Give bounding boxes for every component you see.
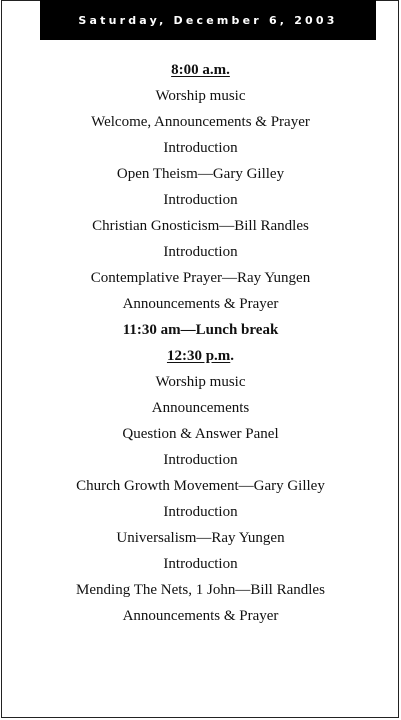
schedule-item: Mending The Nets, 1 John—Bill Randles bbox=[76, 582, 325, 598]
schedule-item: Universalism—Ray Yungen bbox=[116, 530, 285, 546]
schedule-item: Welcome, Announcements & Prayer bbox=[91, 114, 310, 130]
schedule-item: Announcements & Prayer bbox=[122, 296, 279, 312]
schedule-item: Introduction bbox=[163, 504, 238, 520]
schedule-list bbox=[0, 57, 401, 629]
schedule-item: Introduction bbox=[163, 140, 238, 156]
schedule-item: Open Theism—Gary Gilley bbox=[116, 166, 285, 182]
schedule-time-afternoon bbox=[0, 343, 401, 369]
schedule-item: Introduction bbox=[163, 244, 238, 260]
time-label-period: . bbox=[230, 348, 235, 364]
schedule-item: Christian Gnosticism—Bill Randles bbox=[92, 218, 309, 234]
schedule-lunch-break: 11:30 am—Lunch break bbox=[122, 322, 279, 338]
schedule-time-morning bbox=[0, 57, 401, 83]
schedule-item: Announcements & Prayer bbox=[122, 608, 279, 624]
schedule-item: Introduction bbox=[163, 452, 238, 468]
time-label: 8:00 a.m. bbox=[171, 62, 230, 78]
time-label: 12:30 p.m bbox=[166, 348, 231, 364]
schedule-item: Introduction bbox=[163, 192, 238, 208]
date-header bbox=[40, 0, 376, 40]
schedule-item: Introduction bbox=[163, 556, 238, 572]
date-header-title: Saturday, December 6, 2003 bbox=[78, 13, 338, 27]
schedule-item: Announcements bbox=[151, 400, 250, 416]
schedule-item: Question & Answer Panel bbox=[122, 426, 279, 442]
schedule-item: Contemplative Prayer—Ray Yungen bbox=[90, 270, 311, 286]
schedule-item: Church Growth Movement—Gary Gilley bbox=[76, 478, 325, 494]
schedule-item: Worship music bbox=[155, 88, 246, 104]
schedule-item: Worship music bbox=[155, 374, 246, 390]
